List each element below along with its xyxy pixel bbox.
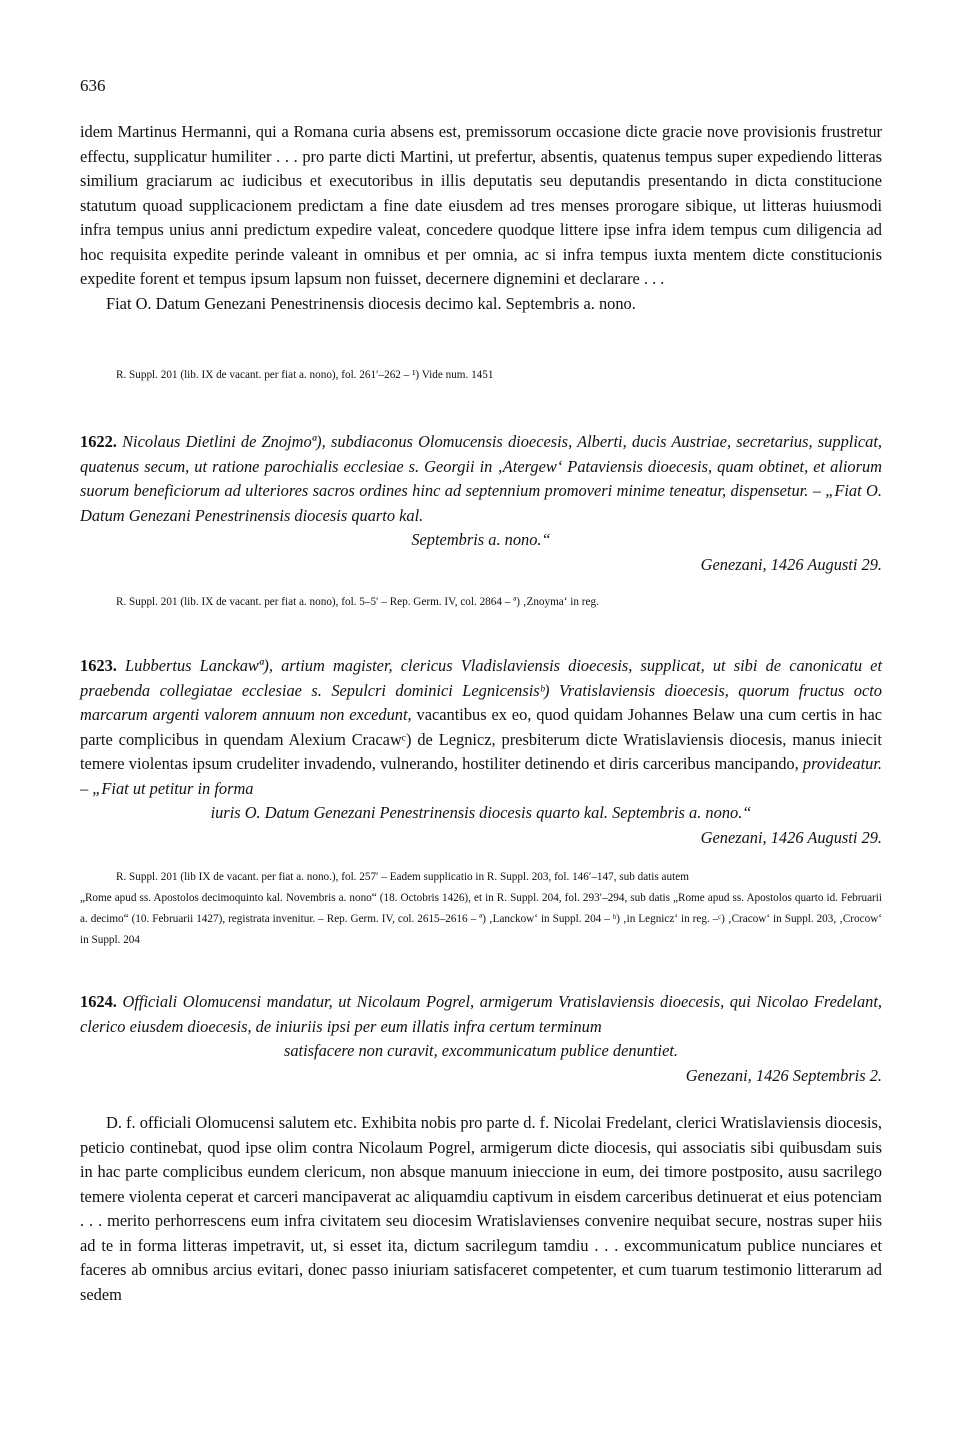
footnote-1622 <box>80 592 882 613</box>
entry-1624-number: 1624. <box>80 992 117 1011</box>
footnote-1623-text: „Rome apud ss. Apostolos decimoquinto kal. Novembris a. nono“ (18. Octobris 1426), et in R. Suppl. 204, fol. 293′–294, sub datis „Rome apud ss. Apostolos quarto id. Februarii a. decimo“ (10. Februarii 1427), registrata invenitur. – Rep. Germ. IV, col. 2615–2616 – ª) ‚Lanckow‘ in Suppl. 204 – ᵇ) ‚in Legnicz‘ in reg. –ᶜ) ‚Cracow‘ in Suppl. 203, ‚Crocow‘ in Suppl. 204 <box>80 892 882 946</box>
footnote-1622-text: R. Suppl. 201 (lib. IX de vacant. per fiat a. nono), fol. 5–5′ – Rep. Germ. IV, col. 2864 – ª) ‚Znoyma‘ in reg. <box>116 596 599 608</box>
entry-1623-text-roman: vacantibus ex eo, quod quidam Johannes Belaw una cum certis in hac parte complicibus in quendam Alexium Cracawᶜ) de Legnicz, presbiterum dicte Wratislaviensis diocesis, manus iniecit temere violentas ipsum crudeliter invadendo, vulnerando, hostiliter detinendo et diris carceribus mancipando, <box>80 705 882 773</box>
entry-prev-text: idem Martinus Hermanni, qui a Romana curia absens est, premissorum occasione dicte gracie nove provisionis frustretur effectu, supplicatur humiliter . . . pro parte dicti Martini, ut prefertur, absentis, quatenus tempus super expediendo litteras similium graciarum ac iudicibus et executoribus in illis deputatis seu deputandis presentando in dicta constitucione statutum quoad supplicacionem predictam a fine date eiusdem ad tres menses prorogare sibique, ut litteras huiusmodi infra tempus unius anni predictum expedire valeat, concedere quodque littere ipse infra idem tempus cum diligencia ad hoc requisita expedite perinde valeant in omnibus et per omnia, ac si infra tempus iuxta mentem dicte constitucionis expedite forent et tempus ipsum lapsum non fuisset, decernere dignemini et declarare . . . <box>80 122 882 288</box>
entry-1624-date: Genezani, 1426 Septembris 2. <box>685 1065 882 1085</box>
entry-1624-text: D. f. officiali Olomucensi salutem etc. Exhibita nobis pro parte d. f. Nicolai Fredelant, clerici Wratislaviensis diocesis, peticio continebat, quod ipse olim contra Nicolaum Pogrel, armigerum dicte diocesis, qui associatis sibi quibusdam suis in hac parte complicibus eundem clericum, non absque manuum inieccione in eum, dei timore postposito, ausu sacrilego temere violenta ceperat et carceri mancipaverat ac aliquamdiu captivum in eisdem carceribus detinuerat et eius potenciam . . . merito perhorrescens eum infra civitatem seu diocesim Wratislavienses convenire nequibat secure, nostras super hiis ad te in forma litteras impetravit, ut, si esset ita, dictum sacrilegum tamdiu . . . excommunicatum publice nunciares et faceres ab omnibus arcius evitari, donec passo iniuriam satisfaceret competenter, et cum tuarum testimonio litterarum ad sedem <box>80 1113 882 1304</box>
entry-1623-number: 1623. <box>80 656 117 675</box>
footnote-prev <box>80 365 882 386</box>
entry-1622-text: Nicolaus Dietlini de Znojmoª), subdiaconus Olomucensis dioecesis, Alberti, ducis Austriae, secretarius, supplicat, quatenus secum, ut ratione parochialis ecclesiae s. Georgii in ‚Atergew‘ Pataviensis dioecesis, quam obtinet, et aliorum suorum beneficiorum ad ulteriores sacros ordines hinc ad septennium promoveri minime teneatur, dispensetur. – „Fiat O. Datum Genezani Penestrinensis diocesis quarto kal. <box>80 432 882 525</box>
entry-1622 <box>80 430 882 577</box>
entry-1622-date: Genezani, 1426 Augusti 29. <box>700 554 882 574</box>
entry-1623-text-italic: Lubbertus Lanckawª), artium magister, clericus Vladislaviensis dioecesis, supplicat, ut sibi de canonicatu et praebenda collegiatae ecclesiae s. Sepulcri dominici Legnicensisᵇ) Vratislaviensis dioecesis, quorum fructus octo marcarum argenti valorem annuum non excedunt, <box>80 656 882 724</box>
entry-1622-number: 1622. <box>80 432 117 451</box>
footnote-1623 <box>80 867 882 951</box>
footnote-prev-text: R. Suppl. 201 (lib. IX de vacant. per fiat a. nono), fol. 261′–262 – ¹) Vide num. 1451 <box>116 369 494 381</box>
entry-1623 <box>80 654 882 850</box>
entry-1622-text-end: Septembris a. nono.“ <box>411 530 551 549</box>
entry-1623-date: Genezani, 1426 Augusti 29. <box>700 827 882 847</box>
entry-1624 <box>80 990 882 1307</box>
entry-1623-text-end: iuris O. Datum Genezani Penestrinensis diocesis quarto kal. Septembris a. nono.“ <box>210 803 752 822</box>
entry-1623-text-italic-2: provideatur. – „Fiat ut petitur in forma <box>80 754 882 798</box>
entry-1624-summary: Officiali Olomucensi mandatur, ut Nicolaum Pogrel, armigerum Vratislaviensis dioecesis, qui Nicolao Fredelant, clerico eiusdem dioecesis, de iniuriis ipsi per eum illatis infra certum terminum <box>80 992 882 1036</box>
entry-prev <box>80 120 882 316</box>
entry-prev-fiat: Fiat O. Datum Genezani Penestrinensis diocesis decimo kal. Septembris a. nono. <box>106 293 636 313</box>
entry-1624-summary-end: satisfacere non curavit, excommunicatum publice denuntiet. <box>283 1041 679 1060</box>
footnote-1623-line1: R. Suppl. 201 (lib IX de vacant. per fiat a. nono.), fol. 257′ – Eadem supplicatio in R. Suppl. 203, fol. 146′–147, sub datis autem <box>116 871 689 883</box>
page-number: 636 <box>80 76 106 95</box>
